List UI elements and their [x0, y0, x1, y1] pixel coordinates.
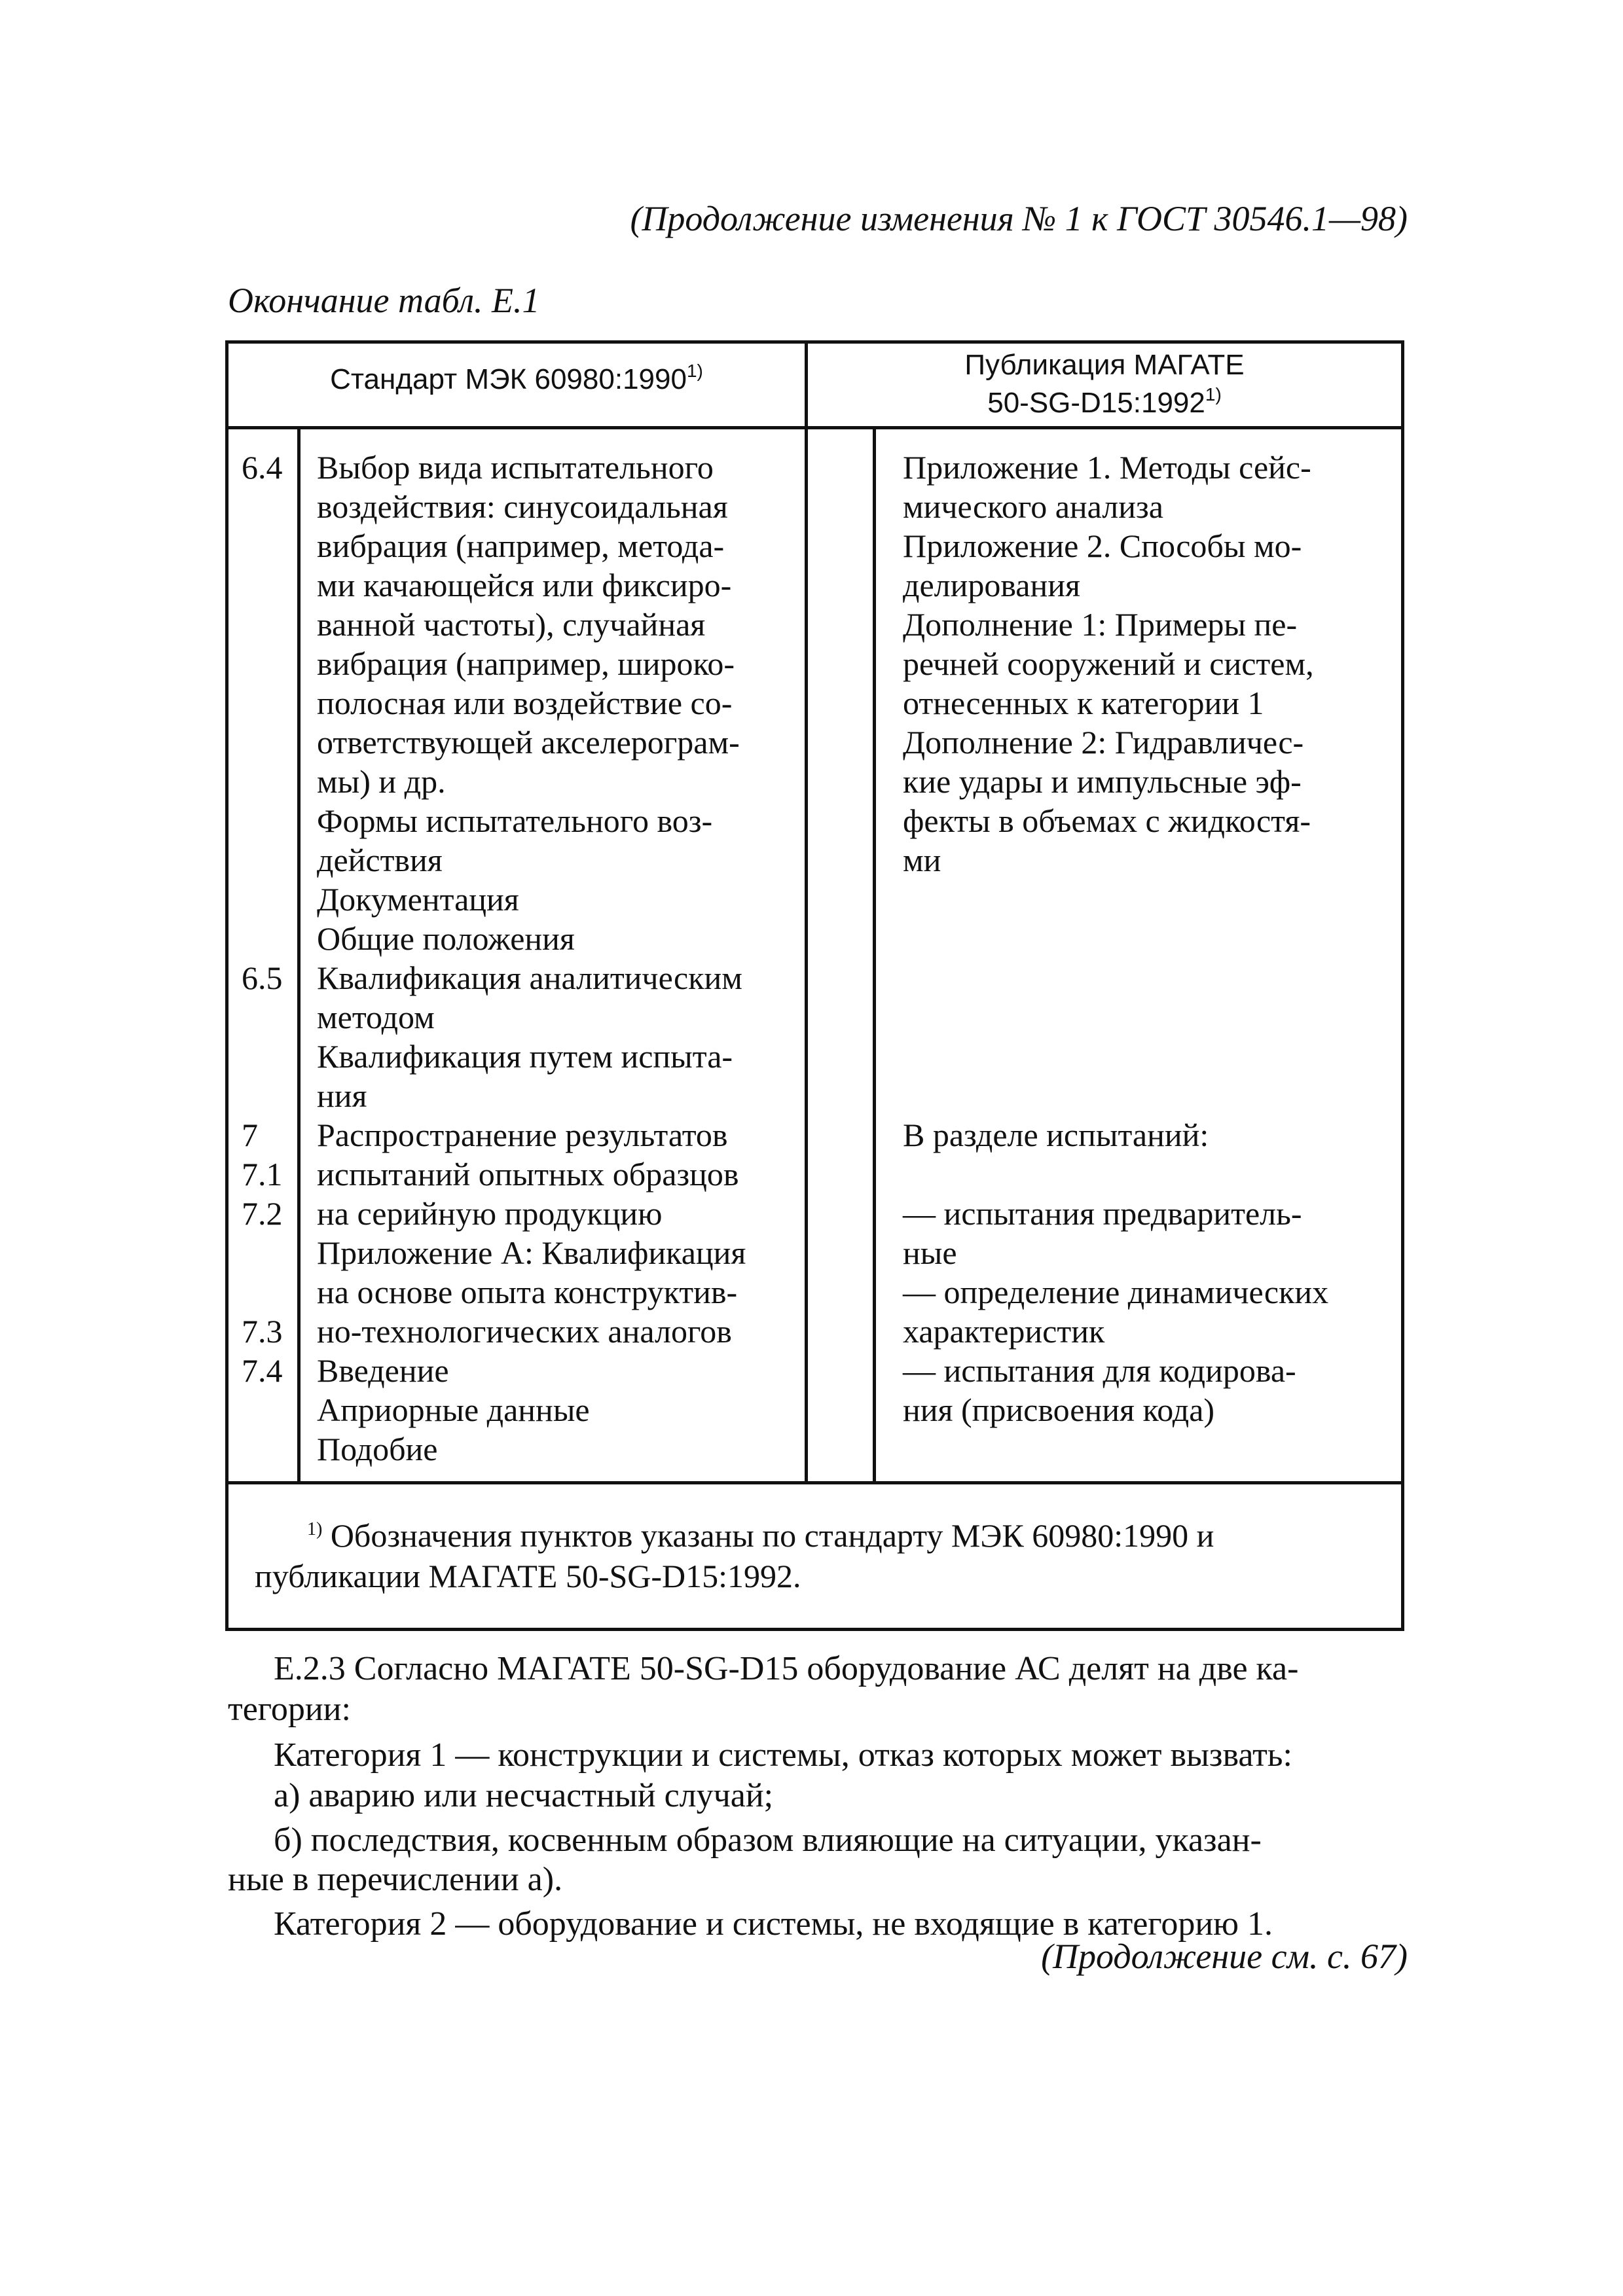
iec-clause-line: ми качающейся или фиксиро- [317, 567, 732, 603]
iaea-section-line: кие удары и импульсные эф- [903, 763, 1302, 800]
iec-clause-line: мы) и др. [317, 763, 446, 800]
iec-clause-line: Формы испытательного воз- [317, 802, 713, 839]
table-footnote-line1: Обозначения пунктов указаны по стандарту МЭК 60980:1990 и [322, 1517, 1214, 1554]
table-footnote [255, 1515, 1387, 1596]
iec-clause-line: Введение [317, 1352, 449, 1389]
iaea-section-line: речней сооружений и систем, [903, 645, 1314, 682]
column-header-iaea-footnote-mark: 1) [1205, 384, 1222, 404]
iec-clause-line: вибрация (например, метода- [317, 528, 725, 564]
iec-clause-line: полосная или воздействие со- [317, 685, 733, 721]
empty-column-divider [873, 426, 876, 1481]
iaea-section-line: В разделе испытаний: [903, 1117, 1209, 1153]
iec-clause-line: Подобие [317, 1431, 438, 1467]
body-paragraph-line: Категория 1 — конструкции и системы, отказ которых может вызвать: [274, 1736, 1292, 1774]
iaea-section-line: фекты в объемах с жидкостя- [903, 802, 1311, 839]
iec-clause-line: вибрация (например, широко- [317, 645, 735, 682]
table-footnote-line1-wrap [255, 1515, 1387, 1556]
iec-clause-line: на основе опыта конструктив- [317, 1274, 738, 1310]
iaea-section-line: Приложение 1. Методы сейс- [903, 449, 1311, 486]
column-header-iaea-line1: Публикация МАГАТЕ [964, 349, 1245, 381]
iec-clause-line: Документация [317, 881, 519, 918]
iaea-section-line: ные [903, 1234, 957, 1271]
number-column-divider [297, 426, 301, 1481]
iaea-section-line: — определение динамических [903, 1274, 1329, 1310]
page-footer-continuation: (Продолжение см. с. 67) [1041, 1937, 1408, 1976]
column-header-iec-footnote-mark: 1) [686, 361, 703, 381]
iec-clause-line: методом [317, 999, 435, 1035]
body-paragraph-line: а) аварию или несчастный случай; [274, 1777, 774, 1814]
column-header-iec [228, 344, 805, 429]
iec-clause-line: Априорные данные [317, 1391, 590, 1428]
iaea-section-line: ми [903, 842, 941, 878]
iec-clause-line: Квалификация путем испыта- [317, 1038, 733, 1075]
column-header-iaea-line2: 50-SG-D15:1992 [987, 387, 1205, 419]
clause-number: 7.2 [242, 1195, 283, 1232]
clause-number: 7 [242, 1117, 258, 1153]
iec-clause-line: ния [317, 1077, 367, 1114]
clause-number: 6.5 [242, 960, 283, 996]
iec-clause-line: Квалификация аналитическим [317, 960, 742, 996]
table-footnote-line2: публикации МАГАТЕ 50-SG-D15:1992. [255, 1558, 801, 1594]
iaea-section-line: отнесенных к категории 1 [903, 685, 1264, 721]
footnote-divider [228, 1481, 1401, 1484]
clause-number: 6.4 [242, 449, 283, 486]
iec-clause-line: Общие положения [317, 920, 575, 957]
table-footnote-mark: 1) [307, 1519, 323, 1539]
iaea-section-line: Дополнение 2: Гидравличес- [903, 724, 1304, 761]
body-paragraph-line: тегории: [228, 1691, 351, 1728]
body-paragraph-line: Категория 2 — оборудование и системы, не входящие в категорию 1. [274, 1905, 1273, 1943]
clause-number: 7.3 [242, 1313, 283, 1350]
body-paragraph-line: ные в перечислении а). [228, 1861, 563, 1898]
iaea-section-line: Приложение 2. Способы мо- [903, 528, 1302, 564]
table-caption: Окончание табл. Е.1 [228, 281, 540, 320]
iaea-section-line: делирования [903, 567, 1080, 603]
iec-clause-line: воздействия: синусоидальная [317, 488, 728, 525]
iec-clause-line: действия [317, 842, 443, 878]
column-header-iec-text: Стандарт МЭК 60980:1990 [330, 363, 687, 395]
iaea-section-line: ния (присвоения кода) [903, 1391, 1215, 1428]
iec-clause-line: ванной частоты), случайная [317, 606, 706, 643]
iec-clause-line: но-технологических аналогов [317, 1313, 732, 1350]
iaea-section-line: — испытания предваритель- [903, 1195, 1302, 1232]
clause-number: 7.1 [242, 1156, 283, 1193]
iaea-section-line: характеристик [903, 1313, 1105, 1350]
iec-clause-line: Выбор вида испытательного [317, 449, 714, 486]
iaea-section-line: Дополнение 1: Примеры пе- [903, 606, 1298, 643]
clause-number: 7.4 [242, 1352, 283, 1389]
page-header-continuation: (Продолжение изменения № 1 к ГОСТ 30546.1—98) [630, 199, 1408, 238]
column-header-iaea-line2-wrap [808, 384, 1401, 422]
column-header-iaea [808, 344, 1401, 429]
iec-clause-line: на серийную продукцию [317, 1195, 663, 1232]
iaea-section-line: мического анализа [903, 488, 1163, 525]
body-paragraph-line: Е.2.3 Согласно МАГАТЕ 50-SG-D15 оборудование АС делят на две ка- [274, 1650, 1299, 1687]
body-paragraph-line: б) последствия, косвенным образом влияющие на ситуации, указан- [274, 1821, 1262, 1859]
main-column-divider [805, 344, 808, 1481]
iaea-section-line: — испытания для кодирова- [903, 1352, 1296, 1389]
iec-clause-line: ответствующей акселерограм- [317, 724, 740, 761]
iec-clause-line: испытаний опытных образцов [317, 1156, 739, 1193]
iec-clause-line: Распространение результатов [317, 1117, 728, 1153]
comparison-table [225, 340, 1404, 1631]
iec-clause-line: Приложение А: Квалификация [317, 1234, 746, 1271]
